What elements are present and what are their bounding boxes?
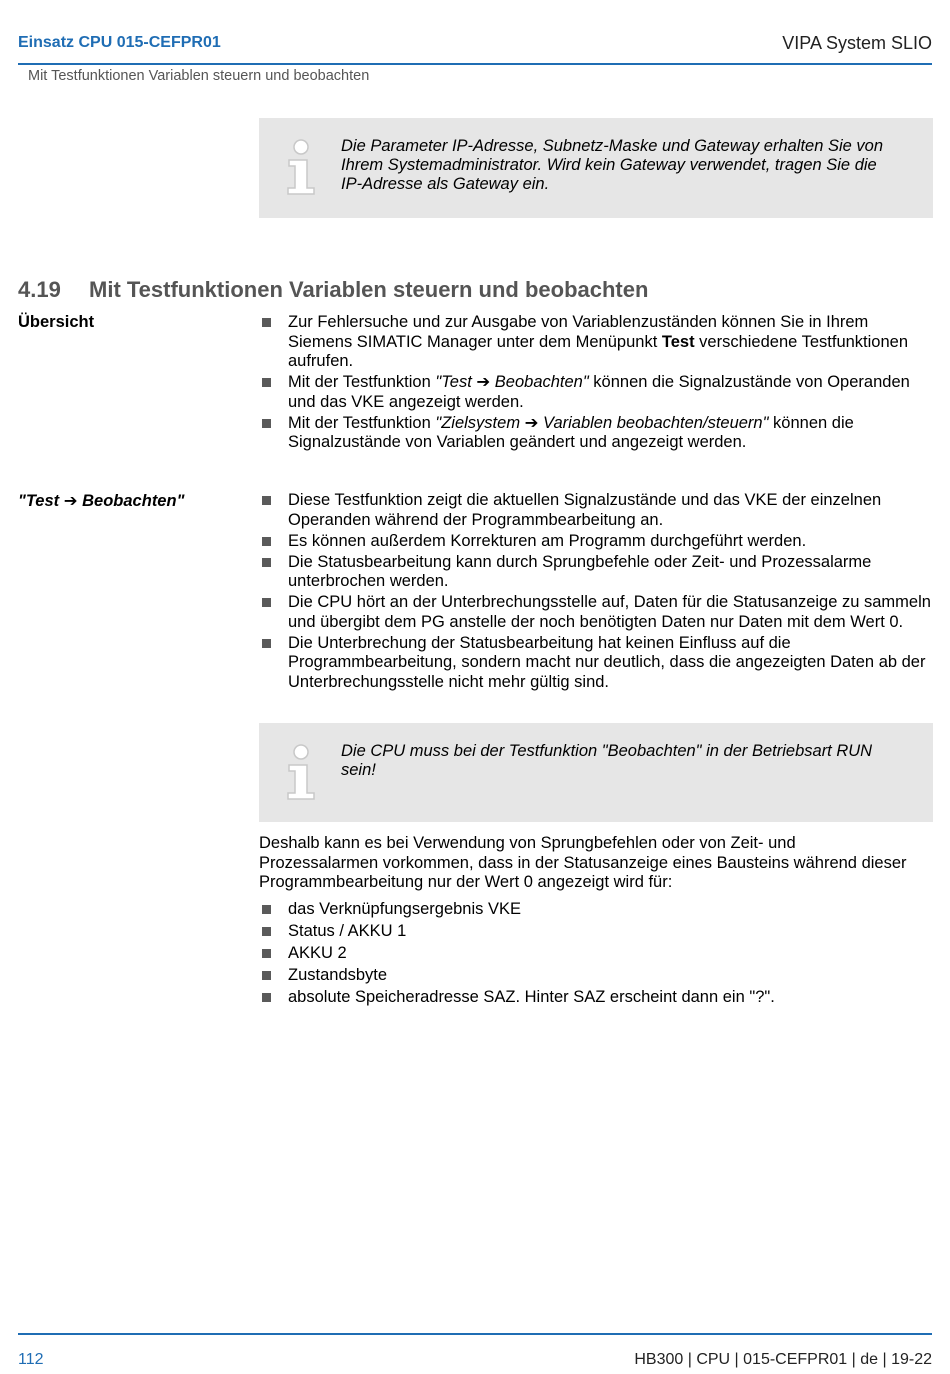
- overview-list: [259, 313, 934, 454]
- list-item: Die CPU hört an der Unterbrechungsstelle auf, Daten für die Statusanzeige zu sammeln und übergibt dem PG anstelle der noch benötigten Daten nur Daten mit dem Wert 0.: [259, 593, 934, 632]
- list-item: Die Statusbearbeitung kann durch Sprungbefehle oder Zeit- und Prozessalarme unterbrochen werden.: [259, 553, 934, 592]
- header-divider: [18, 63, 932, 65]
- square-bullet-icon: [262, 927, 271, 936]
- header-chapter-title: Einsatz CPU 015-CEFPR01: [18, 34, 221, 51]
- square-bullet-icon: [262, 598, 271, 607]
- square-bullet-icon: [262, 419, 271, 428]
- footer-divider: [18, 1333, 932, 1335]
- info-note-box: [259, 723, 933, 822]
- header-section-subtitle: Mit Testfunktionen Variablen steuern und beobachten: [28, 68, 370, 84]
- list-item: Zur Fehlersuche und zur Ausgabe von Variablenzuständen können Sie in Ihrem Siemens SIMATIC Manager unter dem Menüpunkt Test verschiedene Testfunktionen aufrufen.: [259, 313, 934, 372]
- info-icon: [283, 743, 319, 801]
- document-reference: HB300 | CPU | 015-CEFPR01 | de | 19-22: [634, 1351, 932, 1368]
- square-bullet-icon: [262, 971, 271, 980]
- list-item: Status / AKKU 1: [259, 922, 934, 942]
- square-bullet-icon: [262, 537, 271, 546]
- observe-list: [259, 491, 934, 694]
- section-title: Mit Testfunktionen Variablen steuern und beobachten: [89, 277, 649, 302]
- header-product-name: VIPA System SLIO: [782, 33, 932, 53]
- square-bullet-icon: [262, 378, 271, 387]
- square-bullet-icon: [262, 318, 271, 327]
- list-item: das Verknüpfungsergebnis VKE: [259, 900, 934, 920]
- square-bullet-icon: [262, 496, 271, 505]
- list-item: Mit der Testfunktion "Zielsystem ➔ Variablen beobachten/steuern" können die Signalzustände von Variablen geändert und angezeigt werden.: [259, 414, 934, 453]
- section-number: 4.19: [18, 277, 61, 302]
- info-icon: [283, 138, 319, 196]
- list-item: Es können außerdem Korrekturen am Programm durchgeführt werden.: [259, 532, 934, 552]
- body-paragraph: Deshalb kann es bei Verwendung von Sprungbefehlen oder von Zeit- und Prozessalarmen vorkommen, dass in der Statusanzeige eines Bausteins während dieser Programmbearbeitung nur der Wert 0 angezeigt wird für:: [259, 834, 907, 891]
- info-note-box: [259, 118, 933, 218]
- list-item: absolute Speicheradresse SAZ. Hinter SAZ erscheint dann ein "?".: [259, 988, 934, 1008]
- overview-label: Übersicht: [18, 313, 95, 331]
- list-item: Diese Testfunktion zeigt die aktuellen Signalzustände und das VKE der einzelnen Operanden während der Programmbearbeitung an.: [259, 491, 934, 530]
- square-bullet-icon: [262, 639, 271, 648]
- value-list: [259, 900, 934, 1010]
- info-note-text: Die Parameter IP-Adresse, Subnetz-Maske und Gateway erhalten Sie von Ihrem Systemadministrator. Wird kein Gateway verwendet, tragen Sie die IP-Adresse als Gateway ein.: [341, 137, 884, 193]
- observe-label: "Test ➔ Beobachten": [18, 492, 185, 510]
- list-item: AKKU 2: [259, 944, 934, 964]
- list-item: Mit der Testfunktion "Test ➔ Beobachten" können die Signalzustände von Operanden und das VKE angezeigt werden.: [259, 373, 934, 412]
- square-bullet-icon: [262, 905, 271, 914]
- page-number: 112: [18, 1351, 44, 1368]
- square-bullet-icon: [262, 949, 271, 958]
- info-note-text: Die CPU muss bei der Testfunktion "Beobachten" in der Betriebsart RUN sein!: [341, 742, 873, 779]
- square-bullet-icon: [262, 558, 271, 567]
- square-bullet-icon: [262, 993, 271, 1002]
- list-item: Zustandsbyte: [259, 966, 934, 986]
- section-heading: [18, 277, 648, 303]
- list-item: Die Unterbrechung der Statusbearbeitung hat keinen Einfluss auf die Programmbearbeitung, sondern macht nur deutlich, dass die angezeigten Daten ab der Unterbrechungsstelle nicht mehr gültig sind.: [259, 634, 934, 693]
